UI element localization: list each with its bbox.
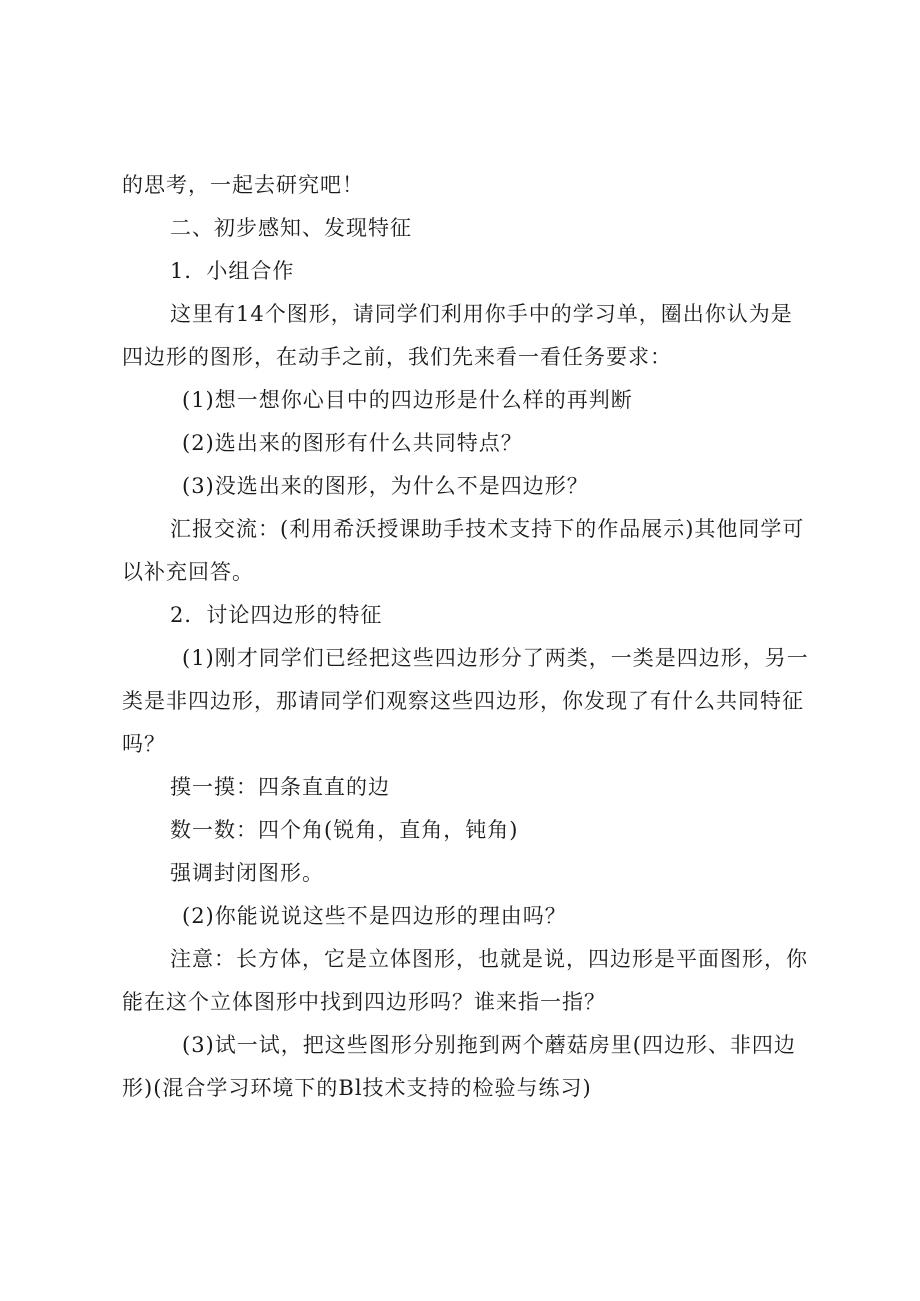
subsection-heading-1: 1．小组合作 — [170, 259, 295, 283]
document-body — [122, 164, 812, 1110]
paragraph-task-intro: 这里有14个图形，请同学们利用你手中的学习单，圈出你认为是四边形的图形，在动手之前，我们先来看一看任务要求： — [122, 302, 793, 369]
task-item-2: (2)选出来的图形有什么共同特点？ — [182, 431, 523, 455]
paragraph-continuation: 的思考，一起去研究吧！ — [122, 173, 364, 197]
paragraph-note: 注意：长方体，它是立体图形，也就是说，四边形是平面图形，你能在这个立体图形中找到四边形吗？谁来指一指？ — [122, 947, 808, 1014]
discussion-item-2: (2)你能说说这些不是四边形的理由吗？ — [182, 904, 567, 928]
paragraph-report: 汇报交流：(利用希沃授课助手技术支持下的作品展示)其他同学可以补充回答。 — [122, 517, 805, 584]
paragraph-touch: 摸一摸：四条直直的边 — [170, 775, 390, 799]
subsection-heading-2: 2．讨论四边形的特征 — [170, 603, 383, 627]
task-item-3: (3)没选出来的图形，为什么不是四边形？ — [182, 474, 589, 498]
paragraph-count: 数一数：四个角(锐角，直角，钝角) — [170, 818, 519, 842]
discussion-item-3: (3)试一试，把这些图形分别拖到两个蘑菇房里(四边形、非四边形)(混合学习环境下的Bl技术支持的检验与练习) — [122, 1033, 796, 1100]
section-heading-2: 二、初步感知、发现特征 — [170, 216, 412, 240]
task-item-1: (1)想一想你心目中的四边形是什么样的再判断 — [182, 388, 633, 412]
discussion-item-1: (1)刚才同学们已经把这些四边形分了两类，一类是四边形，另一类是非四边形，那请同学们观察这些四边形，你发现了有什么共同特征吗？ — [122, 646, 809, 756]
paragraph-emphasis: 强调封闭图形。 — [170, 861, 324, 885]
